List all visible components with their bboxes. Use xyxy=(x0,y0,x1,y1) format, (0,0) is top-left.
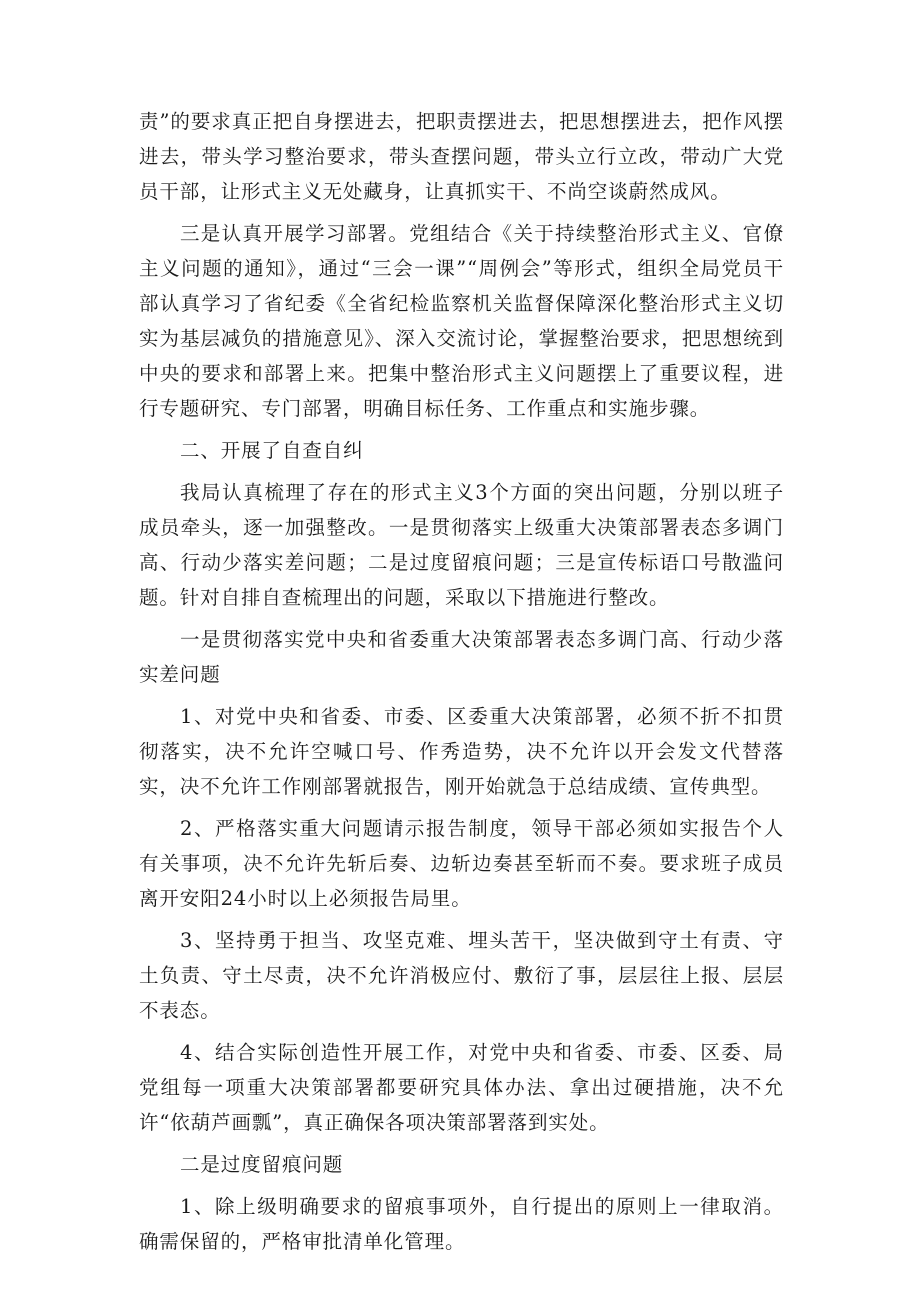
list-item-4: 4、结合实际创造性开展工作，对党中央和省委、市委、区委、局党组每一项重大决策部署都要研究具体办法、拿出过硬措施，决不允许“依葫芦画瓢”，真正确保各项决策部署落到实处。 xyxy=(139,1041,784,1134)
list-item-2: 2、严格落实重大问题请示报告制度，领导干部必须如实报告个人有关事项，决不允许先斩后奏、边斩边奏甚至斩而不奏。要求班子成员离开安阳24小时以上必须报告局里。 xyxy=(139,817,784,910)
document-body xyxy=(139,104,784,1259)
paragraph-self-check-summary: 我局认真梳理了存在的形式主义3个方面的突出问题，分别以班子成员牵头，逐一加强整改。一是贯彻落实上级重大决策部署表态多调门高、行动少落实差问题；二是过度留痕问题；三是宣传标语口号散滥问题。针对自排自查梳理出的问题，采取以下措施进行整改。 xyxy=(139,481,784,609)
paragraph-continuation: 责”的要求真正把自身摆进去，把职责摆进去，把思想摆进去，把作风摆进去，带头学习整治要求，带头查摆问题，带头立行立改，带动广大党员干部，让形式主义无处藏身，让真抓实干、不尚空谈蔚然成风。 xyxy=(139,110,784,203)
list-item-1: 1、对党中央和省委、市委、区委重大决策部署，必须不折不扣贯彻落实，决不允许空喊口号、作秀造势，决不允许以开会发文代替落实，决不允许工作刚部署就报告，刚开始就急于总结成绩、宣传典型。 xyxy=(139,705,784,798)
subheading-excessive-traces: 二是过度留痕问题 xyxy=(179,1153,344,1176)
list-item-traces-1: 1、除上级明确要求的留痕事项外，自行提出的原则上一律取消。确需保留的，严格审批清单化管理。 xyxy=(139,1195,784,1253)
paragraph-study-deployment: 三是认真开展学习部署。党组结合《关于持续整治形式主义、官僚主义问题的通知》，通过“三会一课”“周例会”等形式，组织全局党员干部认真学习了省纪委《全省纪检监察机关监督保障深化整治形式主义切实为基层减负的措施意见》、深入交流讨论，掌握整治要求，把思想统到中央的要求和部署上来。把集中整治形式主义问题摆上了重要议程，进行专题研究、专门部署，明确目标任务、工作重点和实施步骤。 xyxy=(139,222,784,420)
subheading-decision-implementation: 一是贯彻落实党中央和省委重大决策部署表态多调门高、行动少落实差问题 xyxy=(139,628,784,686)
section-heading-self-check: 二、开展了自查自纠 xyxy=(179,439,364,462)
list-item-3: 3、坚持勇于担当、攻坚克难、埋头苦干，坚决做到守土有责、守土负责、守土尽责，决不允许消极应付、敷衍了事，层层往上报、层层不表态。 xyxy=(139,929,784,1022)
